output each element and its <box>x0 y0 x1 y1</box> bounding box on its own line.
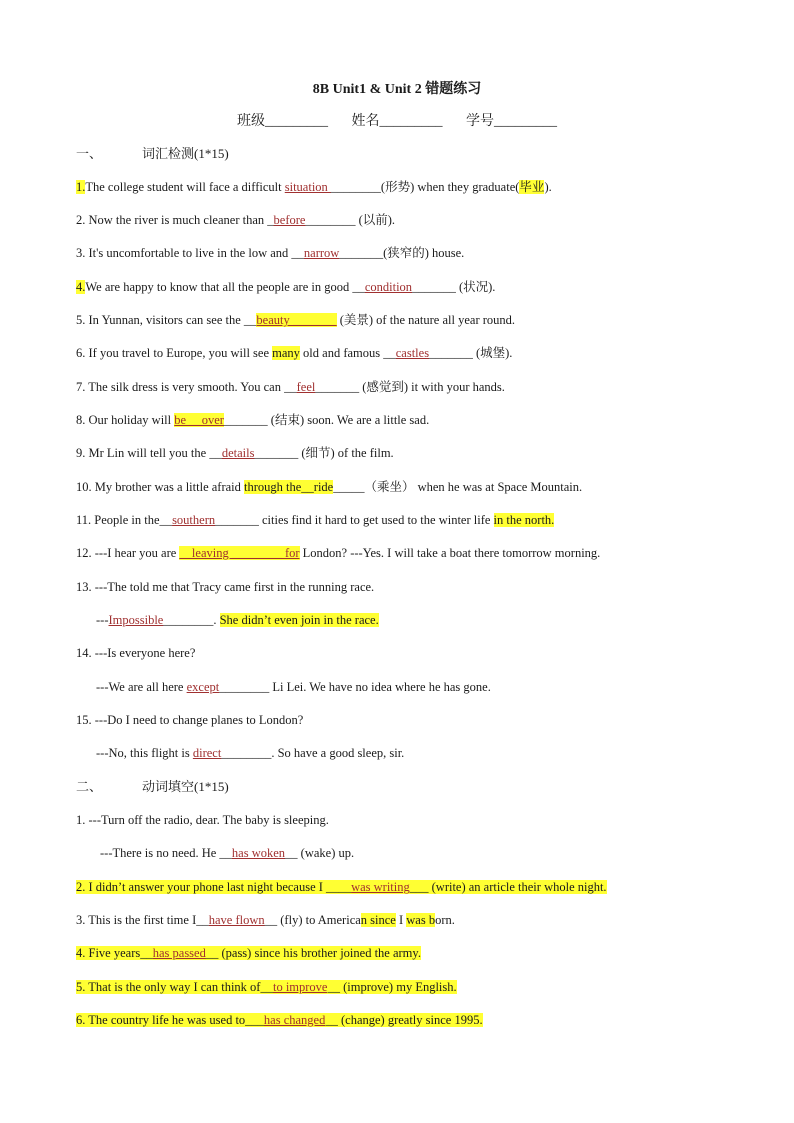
question-15-response: ---No, this flight is direct________. So have a good sleep, sir. <box>96 746 405 760</box>
name-field: 姓名_________ <box>351 114 443 129</box>
question-10: 10. My brother was a little afraid through the__ride_____（乘坐） when he was at Space Mountain. <box>76 480 583 494</box>
verb-question-2: 2. I didn’t answer your phone last night because I ____was writing___ (write) an article their whole night. <box>76 880 607 894</box>
question-6: 6. If you travel to Europe, you will see many old and famous __castles_______ (城堡). <box>76 346 513 360</box>
question-13: 13. ---The told me that Tracy came first in the running race. <box>76 580 375 594</box>
question-8: 8. Our holiday will be __over_______ (结束) soon. We are a little sad. <box>76 413 430 427</box>
question-1: 1.The college student will face a difficult situation ________(形势) when they graduate(毕业). <box>76 180 552 194</box>
section-1-heading: 一、 词汇检测(1*15) <box>76 146 229 161</box>
question-2: 2. Now the river is much cleaner than _before________ (以前). <box>76 213 396 227</box>
question-14-response: ---We are all here except________ Li Lei. We have no idea where he has gone. <box>96 680 491 694</box>
question-15: 15. ---Do I need to change planes to London? <box>76 713 304 727</box>
class-field: 班级_________ <box>237 114 328 129</box>
verb-question-4: 4. Five years__has passed__ (pass) since his brother joined the army. <box>76 946 421 960</box>
question-5: 5. In Yunnan, visitors can see the __beauty _______ (美景) of the nature all year round. <box>76 313 516 327</box>
verb-question-3: 3. This is the first time I__have flown__ (fly) to American since I was born. <box>76 913 455 927</box>
question-9: 9. Mr Lin will tell you the __details_______ (细节) of the film. <box>76 446 394 460</box>
page-title: 8B Unit1 & Unit 2 错题练习 <box>312 82 482 97</box>
verb-question-5: 5. That is the only way I can think of__to improve__ (improve) my English. <box>76 980 457 994</box>
question-7: 7. The silk dress is very smooth. You can __feel_______ (感觉到) it with your hands. <box>76 380 505 394</box>
student-number-field: 学号_________ <box>466 114 557 129</box>
verb-question-1-response: ---There is no need. He __has woken__ (wake) up. <box>100 846 355 860</box>
question-13-response: ---Impossible________. She didn’t even join in the race. <box>96 613 379 627</box>
question-11: 11. People in the__southern_______ cities find it hard to get used to the winter life in the north. <box>76 513 555 527</box>
class-info-line <box>0 110 794 130</box>
verb-question-6: 6. The country life he was used to___has changed__ (change) greatly since 1995. <box>76 1013 483 1027</box>
verb-question-1: 1. ---Turn off the radio, dear. The baby is sleeping. <box>76 813 329 827</box>
question-14: 14. ---Is everyone here? <box>76 646 196 660</box>
question-12: 12. ---I hear you are __leaving ________ for London? ---Yes. I will take a boat there tomorrow morning. <box>76 546 601 560</box>
section-2-heading: 二、 动词填空(1*15) <box>76 779 229 794</box>
question-4: 4.We are happy to know that all the people are in good __condition_______ (状况). <box>76 280 496 294</box>
question-3: 3. It's uncomfortable to live in the low and __narrow_______(狭窄的) house. <box>76 246 465 260</box>
